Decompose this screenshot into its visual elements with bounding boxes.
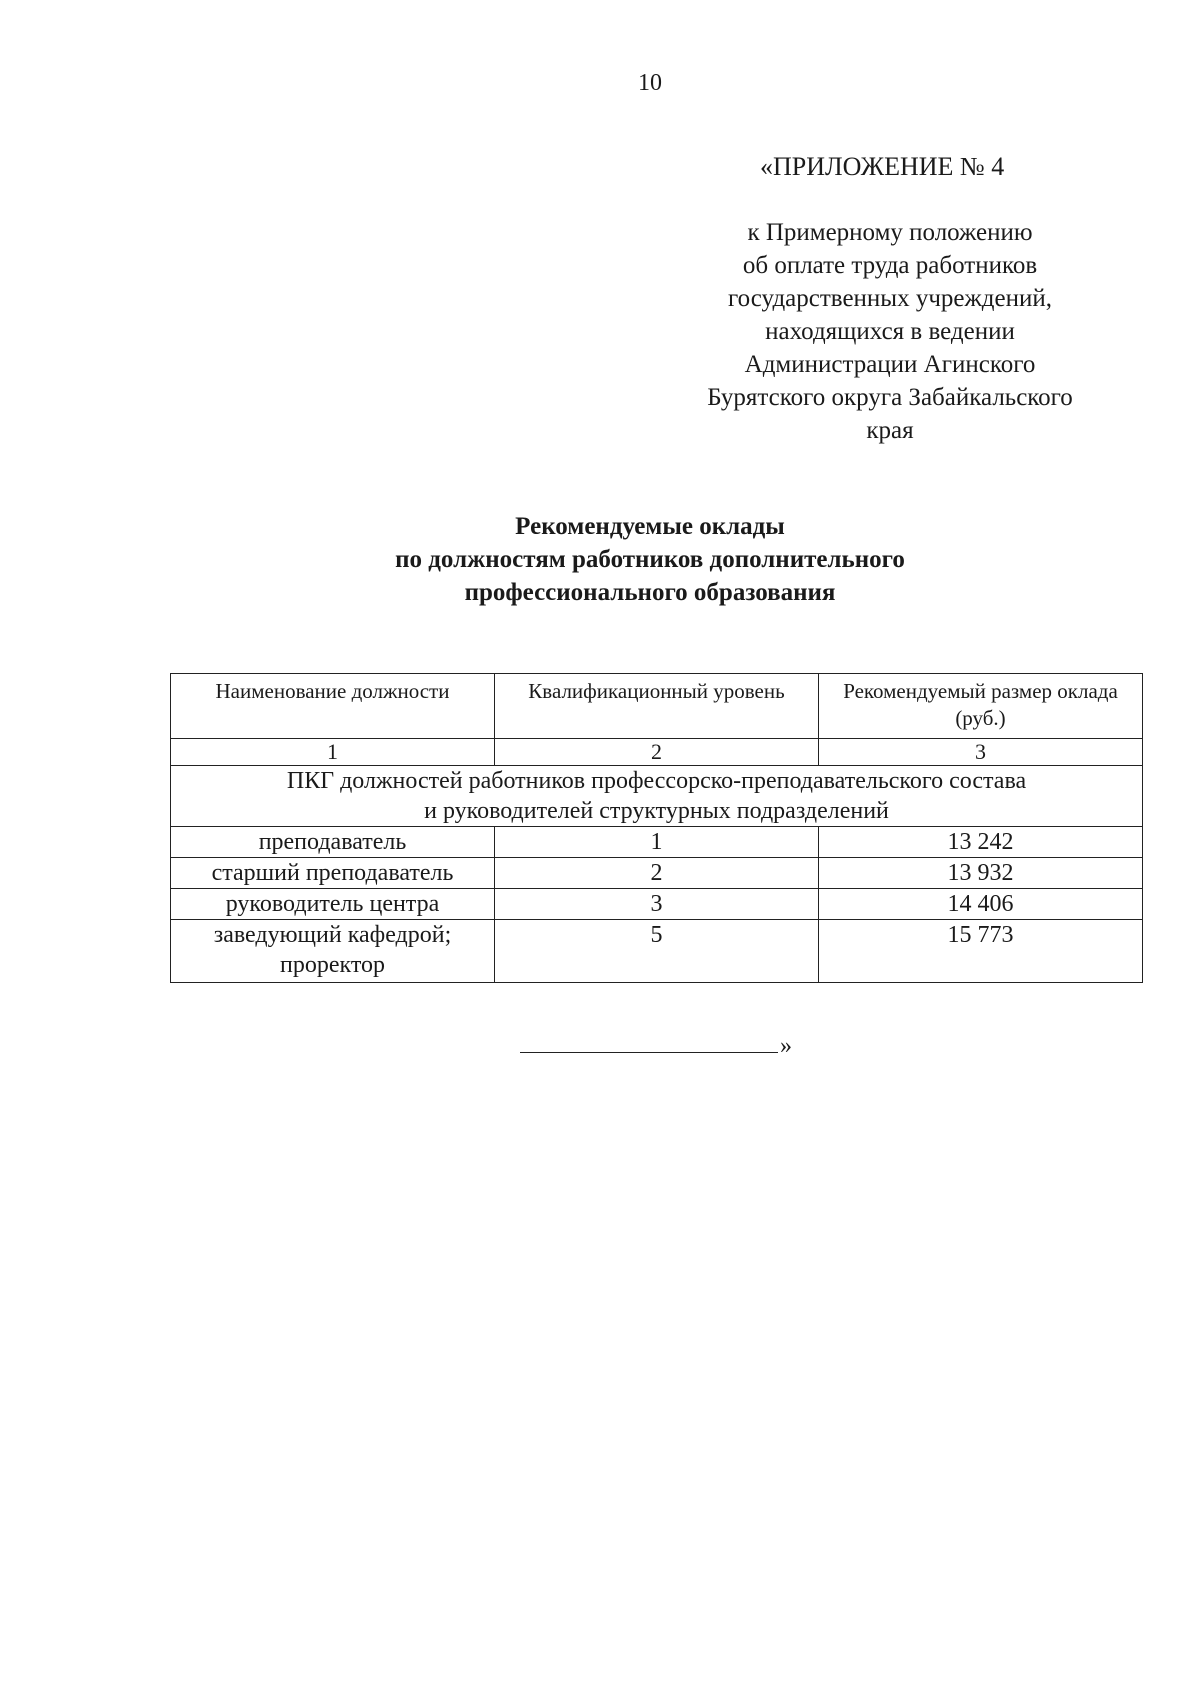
salary-cell: 13 242 [819,827,1143,858]
appendix-reference-line: Бурятского округа Забайкальского [707,384,1073,411]
position-cell: руководитель центра [171,889,495,920]
closing-mark [520,1030,792,1060]
salary-table [170,673,1143,983]
level-cell: 2 [495,858,819,889]
appendix-reference-line: края [866,417,914,444]
header-position: Наименование должности [171,674,495,739]
appendix-reference-line: к Примерному положению [747,219,1033,246]
document-title-line: Рекомендуемые оклады [515,513,785,540]
appendix-reference-line: находящихся в ведении [765,318,1015,345]
level-cell: 1 [495,827,819,858]
column-number: 1 [171,739,495,766]
salary-cell: 14 406 [819,889,1143,920]
salary-cell: 15 773 [819,920,1143,983]
table-row [171,858,1143,889]
position-cell: преподаватель [171,827,495,858]
signature-underline [520,1030,778,1053]
appendix-title: «ПРИЛОЖЕНИЕ № 4 [760,152,1005,181]
appendix-reference-line: государственных учреждений, [728,285,1052,312]
position-cell [171,920,495,983]
table-row [171,827,1143,858]
level-cell: 3 [495,889,819,920]
level-cell: 5 [495,920,819,983]
document-title-line: профессионального образования [464,579,836,606]
column-number-row [171,739,1143,766]
closing-quote: » [780,1033,792,1059]
group-row [171,766,1143,827]
header-recommended-salary: Рекомендуемый размер оклада (руб.) [819,674,1143,739]
position-line: заведующий кафедрой; [213,922,452,948]
group-title [171,766,1143,827]
document-title [300,510,1000,609]
page-number: 10 [638,70,662,96]
appendix-reference [640,216,1140,447]
position-line: проректор [279,952,385,978]
position-cell: старший преподаватель [171,858,495,889]
header-qualification-level: Квалификационный уровень [495,674,819,739]
appendix-reference-line: об оплате труда работников [742,252,1038,279]
column-number: 3 [819,739,1143,766]
column-number: 2 [495,739,819,766]
table-header-row [171,674,1143,739]
table-row [171,889,1143,920]
appendix-reference-line: Администрации Агинского [744,351,1036,378]
document-title-line: по должностям работников дополнительного [395,546,905,573]
group-title-line: ПКГ должностей работников профессорско-преподавательского состава [286,768,1027,794]
group-title-line: и руководителей структурных подразделений [424,798,889,824]
table-row [171,920,1143,983]
salary-cell: 13 932 [819,858,1143,889]
